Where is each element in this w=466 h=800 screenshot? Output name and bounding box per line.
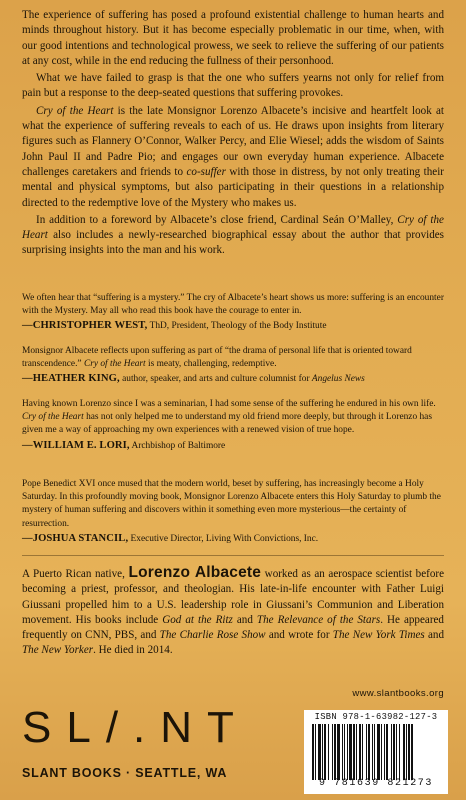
bio-text: and (424, 629, 445, 642)
publisher-website: www.slantbooks.org (352, 688, 444, 699)
barcode-bar (344, 724, 345, 780)
barcode-bar (359, 724, 361, 780)
reviewer-role: ThD, President, Theology of the Body Institute (147, 321, 327, 332)
review-3 (22, 398, 444, 453)
review-quote-text: Having known Lorenzo since I was a seminarian, I had some sense of the suffering he endured in his own life. (22, 399, 436, 409)
emphasis-text: co-suffer (186, 165, 226, 178)
book-title: The Relevance of the Stars (256, 613, 381, 626)
review-attribution (22, 532, 444, 546)
review-quote-text: Monsignor Albacete reflects upon suffering as part of “the drama of personal life that is oriented toward transcendence.” (22, 346, 412, 370)
review-quote (22, 398, 444, 438)
barcode-bar (384, 724, 385, 780)
isbn-label: ISBN 978-1-63982-127-3 (314, 712, 438, 722)
review-quote: We often hear that “suffering is a mystery.” The cry of Albacete’s heart shows us more: suffering is an encounter with the Mystery. May all who read this book have the courage to enter in. (22, 293, 444, 317)
barcode-bar (368, 724, 370, 780)
review-4 (22, 478, 444, 546)
barcode-bar (353, 724, 355, 780)
barcode-bar (349, 724, 352, 780)
blurb-text: with those in distress, by not only treating their mental and physical symptoms, but also participating in their questions in a relationship directed to the redemptive love of the Mystery who makes us. (22, 165, 444, 209)
publisher-logo: SL/.NT (22, 703, 249, 752)
reviewer-role: Archbishop of Baltimore (129, 440, 226, 451)
barcode-bar (324, 724, 326, 780)
review-attribution (22, 319, 444, 333)
barcode-bar (315, 724, 316, 780)
barcode-bar (312, 724, 314, 780)
barcode-number: 9 781639 821273 (318, 778, 433, 789)
publication-title: Angelus News (311, 374, 365, 385)
reviewer-role: Executive Director, Living With Convictions, Inc. (128, 533, 319, 544)
review-quote-text: is meaty, challenging, redemptive. (145, 359, 277, 370)
review-1 (22, 292, 444, 334)
barcode-bar (408, 724, 410, 780)
blurb-text: In addition to a foreword by Albacete’s close friend, Cardinal Seán O’Malley, (36, 213, 398, 226)
review-quote (22, 345, 444, 371)
author-name: Lorenzo Albacete (128, 564, 262, 581)
barcode-bar (406, 724, 407, 780)
section-divider (22, 555, 444, 556)
blurb-paragraph-1: The experience of suffering has posed a profound existential challenge to human hearts and minds throughout history. But it has become especially problematic in our time, when, with our good intentions and technological prowess, we seek to relieve the suffering of our patients at any cost, while in the end reducing the fullness of their personhood. (22, 9, 444, 67)
reviewer-name: —CHRISTOPHER WEST, (22, 320, 148, 332)
barcode-bar (332, 724, 333, 780)
description-blurb (22, 8, 444, 259)
barcode-bar (372, 724, 373, 780)
review-2 (22, 345, 444, 387)
publication-title: The New York Times (332, 629, 425, 642)
book-title: Cry of the Heart (22, 213, 444, 242)
bio-text: . He died in 2014. (93, 644, 173, 657)
blurb-paragraph-4 (22, 213, 444, 259)
barcode-bar (391, 724, 392, 780)
barcode-bar (377, 724, 380, 780)
show-title: The Charlie Rose Show (159, 629, 266, 642)
book-title: Cry of the Heart (36, 104, 114, 117)
barcode-bar (362, 724, 363, 780)
reviewer-name: —HEATHER KING, (22, 373, 120, 385)
barcode-bar (396, 724, 397, 780)
blurb-text: also includes a newly-researched biographical essay about the author that provides surprising insights into the man and his work. (22, 229, 444, 257)
review-attribution (22, 372, 444, 386)
barcode-bar (366, 724, 367, 780)
reviewer-role: author, speaker, and arts and culture columnist for (119, 374, 312, 385)
barcode-bar (399, 724, 400, 780)
reviewer-name: —WILLIAM E. LORI, (22, 439, 130, 451)
barcode-bars (312, 724, 440, 780)
barcode (304, 710, 448, 794)
book-title: Cry of the Heart (22, 412, 84, 423)
review-quote: Pope Benedict XVI once mused that the modern world, beset by suffering, has increasingly become a Holy Saturday. In this profoundly moving book, Monsignor Lorenzo Albacete enters this Holy Saturday to plumb the mystery of human suffering and discovers within it something even more mysterious—the certainty of resurrection. (22, 479, 441, 529)
barcode-bar (337, 724, 340, 780)
barcode-bar (318, 724, 321, 780)
barcode-bar (328, 724, 329, 780)
book-title: Cry of the Heart (83, 359, 146, 370)
barcode-bar (393, 724, 395, 780)
barcode-bar (411, 724, 413, 780)
reviewer-name: —JOSHUA STANCIL, (22, 532, 129, 544)
barcode-bar (374, 724, 375, 780)
blurb-text: is the late Monsignor Lorenzo Albacete’s incisive and heartfelt look at what the experience of suffering reveals to each of us. He draws upon insights from literary figures such as Flannery O’Connor, Walker Percy, and Elie Wiesel; adds the wisdom of Saints John Paul II and Padre Pio; and engages our own everyday human experience. Albacete challenges caretakers and friends to (22, 104, 444, 178)
blurb-paragraph-2: What we have failed to grasp is that the one who suffers yearns not only for relief from pain but a response to the deep-seated questions that suffering provokes. (22, 72, 444, 100)
barcode-bar (356, 724, 357, 780)
bio-text: and wrote for (265, 629, 333, 642)
barcode-bar (342, 724, 343, 780)
barcode-bar (386, 724, 388, 780)
barcode-bar (403, 724, 405, 780)
barcode-bar (381, 724, 382, 780)
bio-text: worked as an aerospace scientist before becoming a priest, professor, and theologian. His late-in-life encounter with Father Luigi Giussani propelled him to a U.S. leadership role in Giussani’s Communion and Liberation movement. His books include (22, 568, 444, 626)
bio-text: and (232, 613, 257, 626)
barcode-bar (334, 724, 336, 780)
book-title: God at the Ritz (162, 613, 233, 626)
publication-title: The New Yorker (22, 644, 94, 657)
barcode-bar (347, 724, 348, 780)
review-quote-text: has not only helped me to understand my old friend more deeply, but through it Lorenzo has given me a way of approaching my own experiences with a renewed vision of true hope. (22, 412, 432, 436)
author-bio (22, 565, 444, 659)
blurb-paragraph-3 (22, 104, 444, 211)
barcode-bar (322, 724, 323, 780)
bio-text: A Puerto Rican native, (22, 568, 129, 580)
publisher-location: SLANT BOOKS · SEATTLE, WA (22, 766, 228, 780)
review-attribution (22, 439, 444, 453)
bio-text: . He appeared frequently on CNN, PBS, and (22, 613, 444, 642)
